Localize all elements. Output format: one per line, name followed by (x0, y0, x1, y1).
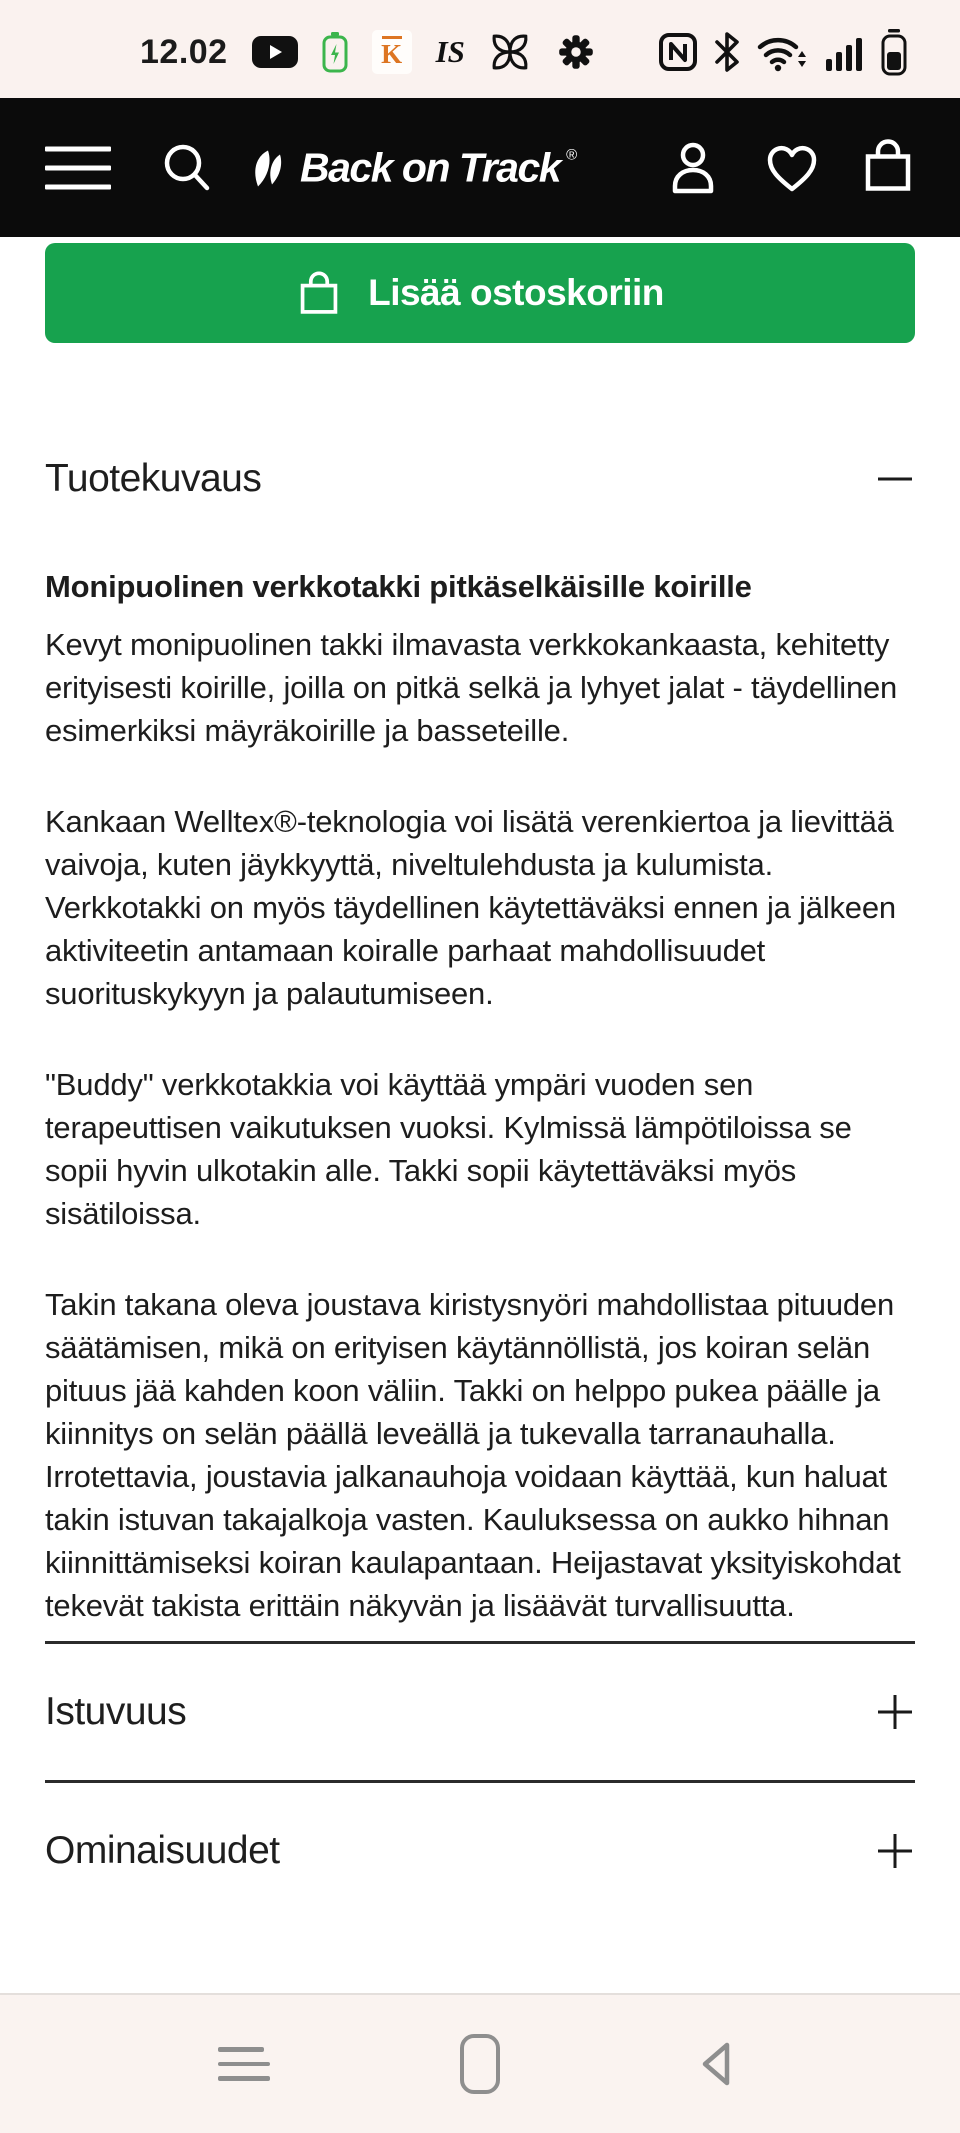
logo-text: Back on Track (300, 144, 561, 190)
shopping-bag-icon (296, 267, 342, 319)
section-title: Tuotekuvaus (45, 457, 262, 500)
battery-icon (880, 28, 908, 76)
is-app-icon: IS (435, 34, 465, 69)
accordion-header-tuotekuvaus[interactable] (45, 453, 915, 505)
description-paragraph: "Buddy" verkkotakkia voi käyttää ympäri vuoden sen terapeuttisen vaikutuksen vuoksi. Kylmissä lämpötiloissa se sopii hyvin ulkotakin alle. Takki sopii käytettäväksi myös sisätiloissa. (45, 1067, 852, 1231)
expand-plus-icon[interactable] (875, 1831, 915, 1871)
collapse-minus-icon[interactable] (875, 459, 915, 499)
back-button[interactable] (689, 2033, 743, 2095)
gear-icon (555, 31, 597, 73)
cart-icon[interactable] (860, 136, 960, 199)
brand-logo[interactable] (250, 144, 577, 191)
accordion-body-tuotekuvaus (45, 567, 915, 1627)
section-title: Istuvuus (45, 1690, 187, 1733)
accordion-header-istuvuus[interactable] (45, 1644, 915, 1780)
registered-mark: ® (566, 146, 578, 163)
pinwheel-icon (489, 31, 531, 73)
accordion-header-ominaisuudet[interactable] (45, 1783, 915, 1919)
status-bar (0, 0, 960, 98)
home-button[interactable] (453, 2033, 507, 2095)
clock: 12.02 (140, 32, 228, 71)
wishlist-heart-icon[interactable] (764, 141, 820, 195)
nfc-icon (658, 32, 698, 72)
logo-leaf-icon (250, 144, 294, 190)
home-icon (460, 2034, 500, 2094)
search-icon[interactable] (158, 139, 216, 197)
back-icon (694, 2038, 738, 2090)
expand-plus-icon[interactable] (875, 1692, 915, 1732)
android-nav-bar (0, 1993, 960, 2133)
main-content (0, 237, 960, 1919)
youtube-icon (252, 36, 298, 68)
signal-icon (824, 31, 864, 73)
add-to-cart-button[interactable] (45, 243, 915, 343)
description-paragraph: Kankaan Welltex®-teknologia voi lisätä verenkiertoa ja lievittää vaivoja, kuten jäykkyyttä, niveltulehdusta ja kulumista. Verkkotakki on myös täydellinen käytettäväksi ennen ja jälkeen aktiviteetin antamaan koiralle parhaat mahdollisuudet suorituskykyyn ja palautumiseen. (45, 804, 896, 1011)
description-paragraph: Takin takana oleva joustava kiristysnyöri mahdollistaa pituuden säätämisen, mikä on erityisen käytännöllistä, jos koiran selän pituus jää kahden koon väliin. Takki on helppo pukea päälle ja kiinnitys on selän päällä leveällä ja tukevalla tarranauhalla. Irrotettavia, joustavia jalkanauhoja voidaan käyttää, kun haluat takin istuvan takajalkoja vasten. Kauluksessa on aukko hihnan kiinnittämiseksi koiran kaulapantaan. Heijastavat yksityiskohdat tekevät takista erittäin näkyvän ja lisäävät turvallisuutta. (45, 1287, 901, 1623)
section-title: Ominaisuudet (45, 1829, 280, 1872)
recents-icon (218, 2047, 270, 2081)
description-paragraph: Kevyt monipuolinen takki ilmavasta verkkokankaasta, kehitetty erityisesti koirille, joilla on pitkä selkä ja lyhyet jalat - täydellinen esimerkiksi mäyräkoirille ja basseteille. (45, 627, 898, 748)
add-to-cart-label: Lisää ostoskoriin (368, 272, 664, 313)
account-icon[interactable] (668, 141, 718, 195)
menu-icon[interactable] (45, 146, 111, 189)
description-heading: Monipuolinen verkkotakki pitkäselkäisille koirille (45, 569, 752, 604)
k-app-icon: K (372, 30, 412, 74)
recents-button[interactable] (217, 2033, 271, 2095)
wifi-icon (756, 31, 808, 73)
bluetooth-icon (714, 31, 740, 73)
battery-charging-icon (322, 31, 348, 73)
app-header (0, 98, 960, 237)
